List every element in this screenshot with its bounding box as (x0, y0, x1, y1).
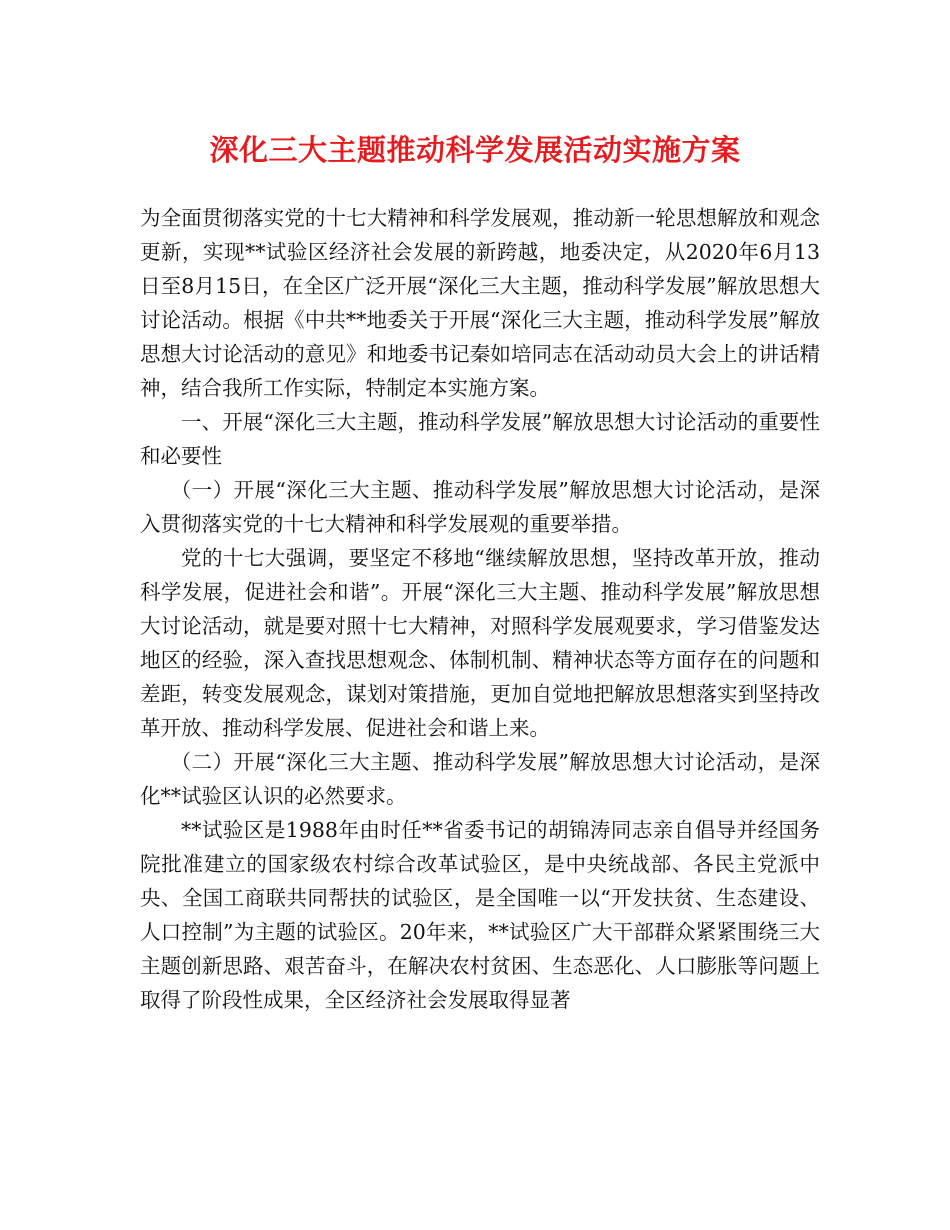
paragraph-body-2: **试验区是1988年由时任**省委书记的胡锦涛同志亲自倡导并经国务院批准建立的国家级农村综合改革试验区，是中央统战部、各民主党派中央、全国工商联共同帮扶的试验区，是全国唯一以“开发扶贫、生态建设、人口控制”为主题的试验区。20年来，**试验区广大干部群众紧紧围绕三大主题创新思路、艰苦奋斗，在解决农村贫困、生态恶化、人口膨胀等问题上取得了阶段性成果，全区经济社会发展取得显著 (140, 818, 820, 1012)
subsection-heading-2: （二）开展“深化三大主题、推动科学发展”解放思想大讨论活动，是深化**试验区认识的必然要求。 (140, 750, 820, 808)
paragraph-intro: 为全面贯彻落实党的十七大精神和科学发展观，推动新一轮思想解放和观念更新，实现**试验区经济社会发展的新跨越，地委决定，从2020年6月13日至8月15日，在全区广泛开展“深化三大主题，推动科学发展”解放思想大讨论活动。根据《中共**地委关于开展“深化三大主题，推动科学发展”解放思想大讨论活动的意见》和地委书记秦如培同志在活动动员大会上的讲话精神，结合我所工作实际，特制定本实施方案。 (140, 206, 820, 400)
subsection-heading-1: （一）开展“深化三大主题、推动科学发展”解放思想大讨论活动，是深入贯彻落实党的十七大精神和科学发展观的重要举措。 (140, 478, 820, 536)
document-body (140, 201, 820, 1017)
section-heading-1: 一、开展“深化三大主题，推动科学发展”解放思想大讨论活动的重要性和必要性 (140, 410, 820, 468)
document-title: 深化三大主题推动科学发展活动实施方案 (209, 133, 741, 167)
paragraph-body-1: 党的十七大强调，要坚定不移地“继续解放思想，坚持改革开放，推动科学发展，促进社会和谐”。开展“深化三大主题、推动科学发展”解放思想大讨论活动，就是要对照十七大精神，对照科学发展观要求，学习借鉴发达地区的经验，深入查找思想观念、体制机制、精神状态等方面存在的问题和差距，转变发展观念，谋划对策措施，更加自觉地把解放思想落实到坚持改革开放、推动科学发展、促进社会和谐上来。 (140, 546, 820, 740)
